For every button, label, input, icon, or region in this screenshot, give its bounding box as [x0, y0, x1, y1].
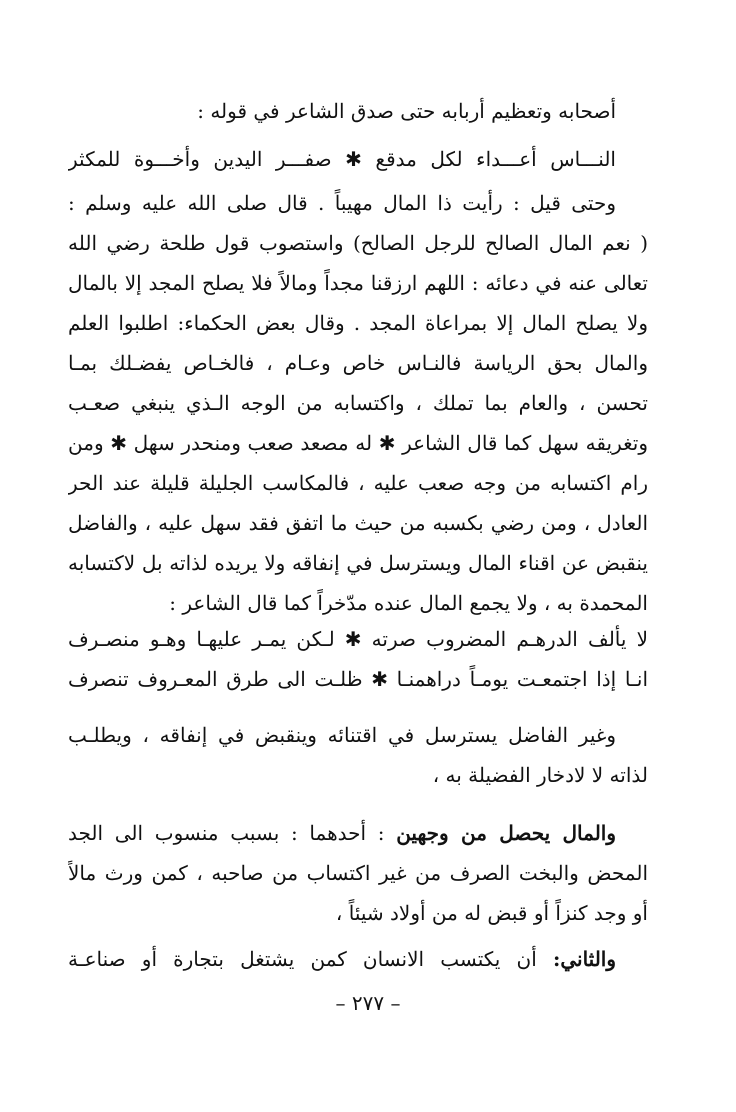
text-line [68, 944, 616, 974]
text-line: ( نعم المال الصالح للرجل الصالح) واستصوب قول طلحة رضي الله [68, 231, 648, 255]
text-line: وغير الفاضل يسترسل في اقتنائه وينقبض في إنفاقه ، ويطلـب [68, 723, 616, 747]
text-line: وحتى قيل : رأيت ذا المال مهيباً . قال صلى الله عليه وسلم : [68, 191, 616, 215]
text-line: تعالى عنه في دعائه : اللهم ارزقنا مجداً ومالاً فلا يصلح المجد إلا بالمال [68, 271, 648, 295]
verse-line: انـا إذا اجتمعـت يومـاً دراهمنـا ✱ ظلـت الى طرق المعـروف تنصرف [68, 667, 648, 691]
text-line: العادل ، ومن رضي بكسبه من حيث ما اتفق فقد سهل عليه ، والفاضل [68, 511, 648, 535]
text-line [68, 818, 616, 848]
bold-lead-text: والثاني: [552, 947, 616, 971]
text-line: المحض والبخت الصرف من غير اكتساب من صاحبه ، كمن ورث مالاً [68, 861, 648, 885]
text-line: رام اكتسابه من وجه صعب عليه ، فالمكاسب الجليلة قليلة عند الحر [68, 471, 648, 495]
inline-text: أن يكتسب الانسان كمن يشتغل بتجارة أو صناعـة [68, 947, 537, 971]
page-number: – ٢٧٧ – [335, 991, 401, 1015]
text-line: ولا يصلح المال إلا بمراعاة المجد . وقال بعض الحكماء: اطلبوا العلم [68, 311, 648, 335]
text-line: أصحابه وتعظيم أربابه حتى صدق الشاعر في قوله : [197, 99, 616, 123]
verse-line: لا يألف الدرهـم المضروب صرته ✱ لـكن يمـر عليهـا وهـو منصـرف [68, 627, 648, 651]
verse-line: النـــاس أعـــداء لكل مدقع ✱ صفـــر اليدين وأخـــوة للمكثر [68, 147, 616, 171]
text-line: تحسن ، والعام بما تملك ، واكتسابه من الوجه الـذي ينبغي صعـب [68, 391, 648, 415]
text-line: وتغريقه سهل كما قال الشاعر ✱ له مصعد صعب ومنحدر سهل ✱ ومن [68, 431, 648, 455]
text-line: لذاته لا لادخار الفضيلة به ، [432, 763, 648, 787]
text-line: ينقبض عن اقناء المال ويسترسل في إنفاقه ولا يريده لذاته بل لاكتسابه [68, 551, 648, 575]
inline-text: : أحدهما : بسبب منسوب الى الجد [68, 821, 385, 845]
text-line: المحمدة به ، ولا يجمع المال عنده مدّخراً كما قال الشاعر : [169, 591, 648, 615]
text-line: أو وجد كنزاً أو قبض له من أولاد شيئاً ، [335, 901, 648, 925]
text-line: والمال بحق الرياسة فالنـاس خاص وعـام ، فالخـاص يفضـلك بمـا [68, 351, 648, 375]
bold-lead-text: والمال يحصل من وجهين [396, 821, 616, 845]
